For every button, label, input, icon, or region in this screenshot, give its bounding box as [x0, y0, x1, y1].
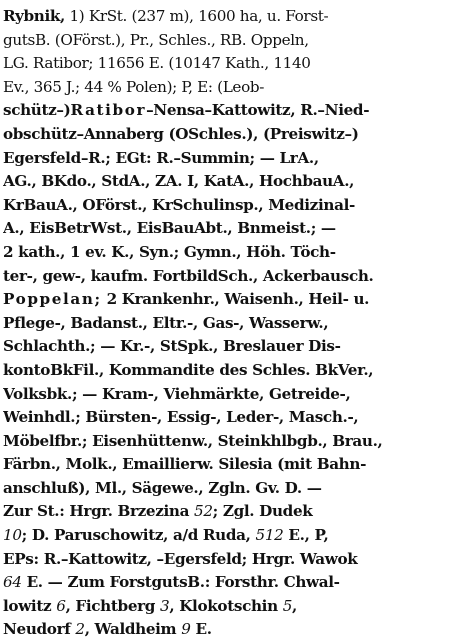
entry-text-segment: 2 Krankenhr., Waisenh., Heil- u. [101, 290, 370, 309]
entry-line [3, 147, 458, 171]
entry-text-segment: schütz–) [3, 101, 71, 120]
entry-line [3, 335, 458, 359]
entry-text-segment: Neudorf [3, 620, 76, 639]
entry-text-segment: 9 [181, 620, 191, 639]
entry-text-segment: 1) KrSt. (237 m), 1600 ha, u. Forst- [64, 7, 329, 25]
entry-line [3, 595, 458, 619]
entry-line [3, 123, 458, 147]
entry-text-segment: 64 [3, 573, 22, 592]
entry-text-segment: E., P, [283, 526, 329, 545]
entry-text-segment: Ratibor [70, 101, 147, 120]
entry-line [3, 217, 458, 241]
entry-text-segment: A., EisBetrWst., EisBauAbt., Bnmeist.; — [3, 219, 336, 238]
entry-line [3, 99, 458, 123]
entry-text-segment: , Waldheim [84, 620, 182, 639]
entry-text-segment: Volksbk.; — Kram-, Viehmärkte, Getreide-, [3, 384, 351, 403]
entry-line [3, 52, 458, 76]
entry-text-segment: 10 [3, 526, 22, 545]
entry-line [3, 571, 458, 595]
entry-line [3, 453, 458, 477]
entry-text-segment: gutsB. (OFörst.), Pr., Schles., RB. Oppeln, [3, 30, 309, 49]
entry-line [3, 430, 458, 454]
entry-text-segment: E. [190, 620, 212, 639]
entry-line [3, 383, 458, 407]
entry-line [3, 406, 458, 430]
entry-line [3, 76, 458, 100]
entry-text-segment: 6 [56, 596, 66, 615]
entry-text-segment: –Nensa–Kattowitz, [146, 101, 296, 120]
entry-line [3, 170, 458, 194]
entry-text-segment: Pflege-, Badanst., Eltr.-, Gas-, Wasserw., [3, 313, 329, 332]
entry-line [3, 548, 458, 572]
entry-text-segment: E. — Zum ForstgutsB.: Forsthr. Chwal- [21, 573, 340, 592]
entry-text-segment: 52 [194, 502, 213, 521]
entry-line [3, 359, 458, 383]
entry-line [3, 194, 458, 218]
entry-line [3, 477, 458, 501]
dictionary-entry [3, 5, 458, 639]
entry-text-segment: anschluß), Ml., Sägewe., Zgln. Gv. D. — [3, 478, 322, 497]
entry-text-segment: Egersfeld–R.; EGt: R.–Summin; — LrA., [3, 148, 319, 167]
entry-text-segment: 5 [282, 596, 293, 615]
entry-text-segment: Zur St.: Hrgr. Brzezina [3, 502, 195, 521]
entry-line [3, 288, 458, 312]
entry-text-segment: , [292, 596, 297, 615]
entry-text-segment: 3 [160, 596, 170, 615]
entry-text-segment: Rybnik, [3, 7, 65, 25]
entry-text-segment: , Klokotschin [169, 596, 283, 615]
entry-text-segment: 2 [75, 620, 85, 639]
entry-text-segment: , Fichtberg [65, 596, 160, 615]
entry-text-segment: R.–Nied- [295, 101, 370, 120]
entry-line [3, 312, 458, 336]
entry-text-segment: Ev., 365 J.; 44 % Polen); P, E: (Leob- [3, 77, 265, 96]
entry-text-segment: Poppelan; [3, 290, 102, 309]
entry-line [3, 241, 458, 265]
entry-text-segment: Färbn., Molk., Emaillierw. Silesia (mit Bahn- [3, 455, 367, 474]
entry-text-segment: ; D. Paruschowitz, a/d Ruda, [21, 526, 256, 545]
entry-line [3, 618, 458, 642]
entry-line [3, 500, 458, 524]
entry-text-segment: obschütz–Annaberg (OSchles.), (Preiswitz–) [3, 124, 359, 143]
entry-text-segment: ; Zgl. Dudek [212, 502, 313, 521]
entry-text-segment: lowitz [3, 596, 57, 615]
entry-text-segment: AG., BKdo., StdA., ZA. I, KatA., HochbauA., [3, 172, 355, 191]
entry-text-segment: kontoBkFil., Kommandite des Schles. BkVer., [3, 360, 374, 379]
entry-text-segment: Weinhdl.; Bürsten-, Essig-, Leder-, Masch.-, [3, 408, 359, 427]
entry-line [3, 29, 458, 53]
entry-text-segment: Möbelfbr.; Eisenhüttenw., Steinkhlbgb., Brau., [3, 431, 383, 450]
entry-text-segment: EPs: R.–Kattowitz, –Egersfeld; Hrgr. Wawok [3, 549, 358, 568]
entry-text-segment: 512 [255, 526, 284, 545]
entry-text-segment: Schlachth.; — Kr.-, StSpk., Breslauer Dis- [3, 337, 341, 356]
entry-text-segment: KrBauA., OFörst., KrSchulinsp., Medizinal- [3, 195, 355, 214]
entry-line [3, 265, 458, 289]
entry-text-segment: LG. Ratibor; 11656 E. (10147 Kath., 1140 [3, 54, 311, 73]
entry-text-segment: ter-, gew-, kaufm. FortbildSch., Ackerbausch. [3, 266, 374, 285]
entry-line [3, 524, 458, 548]
entry-text-segment: 2 kath., 1 ev. K., Syn.; Gymn., Höh. Töch- [3, 242, 336, 261]
entry-line [3, 5, 458, 29]
